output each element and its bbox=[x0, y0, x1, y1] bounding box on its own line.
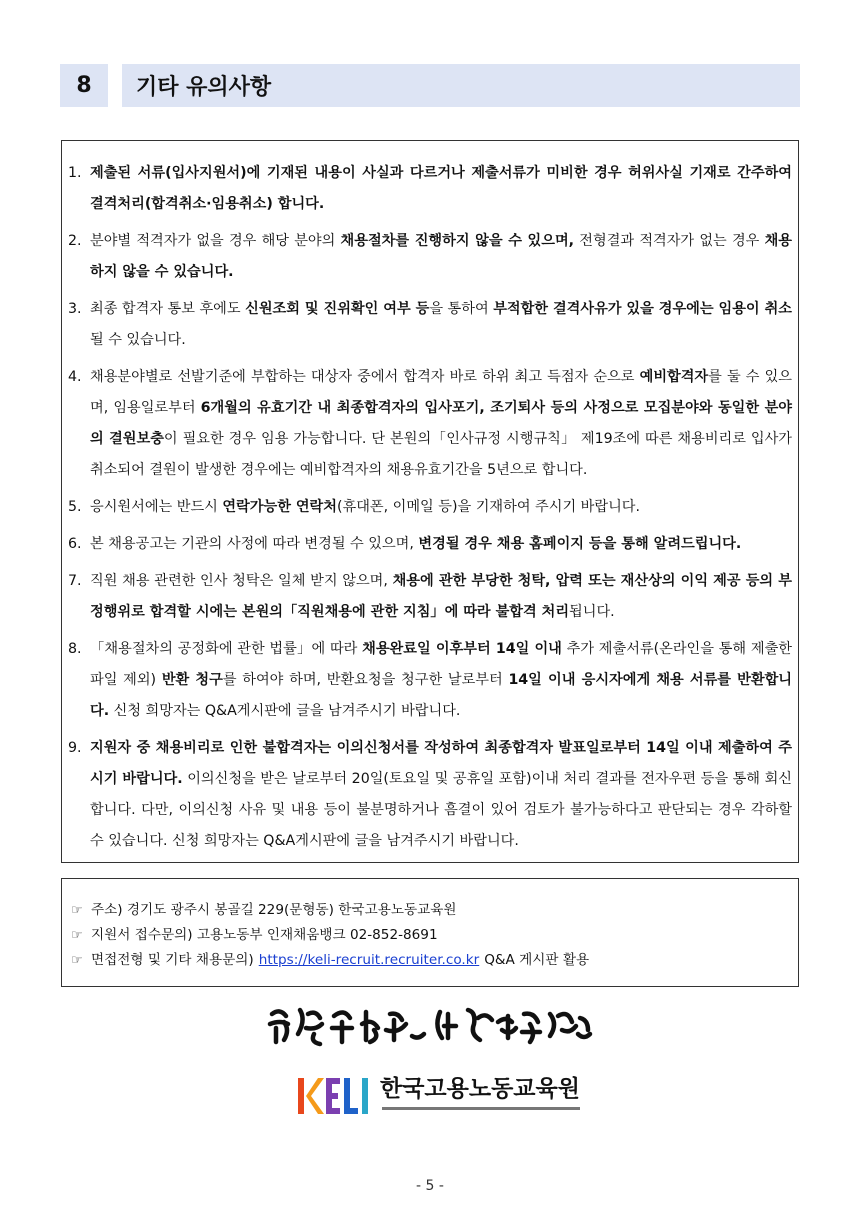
logo-subtitle-line bbox=[382, 1106, 580, 1111]
notice-item bbox=[68, 158, 792, 220]
pointing-hand-icon: ☞ bbox=[71, 903, 83, 918]
page-number: - 5 - bbox=[416, 1178, 444, 1194]
notice-text: 지원자 중 채용비리로 인한 불합격자는 이의신청서를 작성하여 최종합격자 발표일로부터 14일 이내 제출하여 주시기 바랍니다. 이의신청을 받은 날로부터 20일(토요일 및 공휴일 포함)이내 처리 결과를 전자우편 등을 통해 회신합니다. 다만, 이의신청 사유 및 내용 등이 불분명하거나 흠결이 있어 검토가 불가능하다고 판단되는 경우 각하할 수 있습니다. 신청 희망자는 Q&A게시판에 글을 남겨주시기 바랍니다. bbox=[90, 740, 793, 849]
calligraphy-slogan bbox=[262, 1000, 597, 1048]
notice-number: 5. bbox=[68, 499, 82, 515]
notice-text: 응시원서에는 반드시 연락가능한 연락처(휴대폰, 이메일 등)을 기재하여 주시기 바랍니다. bbox=[90, 499, 641, 515]
section-number: 8 bbox=[60, 64, 108, 107]
notice-number: 6. bbox=[68, 536, 82, 552]
notice-number: 2. bbox=[68, 233, 82, 249]
address-text: 주소) 경기도 광주시 봉골길 229(문형동) 한국고용노동교육원 bbox=[91, 902, 457, 918]
notice-item bbox=[68, 634, 792, 727]
notice-item bbox=[68, 529, 792, 560]
notice-number: 7. bbox=[68, 573, 82, 589]
contact-application bbox=[71, 923, 798, 948]
notice-text: 「채용절차의 공정화에 관한 법률」에 따라 채용완료일 이후부터 14일 이내 추가 제출서류(온라인을 통해 제출한 파일 제외) 반환 청구를 하여야 하며, 반환요청을 청구한 날로부터 14일 이내 응시자에게 채용 서류를 반환합니다. 신청 희망자는 Q&A게시판에 글을 남겨주시기 바랍니다. bbox=[90, 641, 792, 719]
notice-item bbox=[68, 566, 792, 628]
notice-item bbox=[68, 733, 792, 857]
keli-logo-mark bbox=[296, 1074, 374, 1118]
application-text: 지원서 접수문의) 고용노동부 인재채움뱅크 02-852-8691 bbox=[91, 927, 438, 943]
contact-interview bbox=[71, 948, 798, 973]
interview-prefix: 면접전형 및 기타 채용문의) bbox=[91, 952, 254, 968]
pointing-hand-icon: ☞ bbox=[71, 953, 83, 968]
notice-item bbox=[68, 294, 792, 356]
notice-text: 분야별 적격자가 없을 경우 해당 분야의 채용절차를 진행하지 않을 수 있으며, 전형결과 적격자가 없는 경우 채용하지 않을 수 있습니다. bbox=[90, 233, 793, 280]
notice-number: 4. bbox=[68, 369, 82, 385]
pointing-hand-icon: ☞ bbox=[71, 928, 83, 943]
contact-address bbox=[71, 898, 798, 923]
section-title: 기타 유의사항 bbox=[122, 64, 800, 107]
notice-text: 본 채용공고는 기관의 사정에 따라 변경될 수 있으며, 변경될 경우 채용 홈페이지 등을 통해 알려드립니다. bbox=[90, 536, 742, 552]
notice-item bbox=[68, 226, 792, 288]
organization-name: 한국고용노동교육원 bbox=[380, 1076, 580, 1102]
notice-text: 채용분야별로 선발기준에 부합하는 대상자 중에서 합격자 바로 하위 최고 득점자 순으로 예비합격자를 둘 수 있으며, 임용일로부터 6개월의 유효기간 내 최종합격자의 입사포기, 조기퇴사 등의 사정으로 모집분야와 동일한 분야의 결원보충이 필요한 경우 임용 가능합니다. 단 본원의「인사규정 시행규칙」 제19조에 따른 채용비리로 입사가 취소되어 결원이 발생한 경우에는 예비합격자의 채용유효기간을 5년으로 합니다. bbox=[90, 369, 793, 478]
organization-logo bbox=[296, 1074, 586, 1118]
notice-box bbox=[61, 140, 799, 863]
notice-text: 제출된 서류(입사지원서)에 기재된 내용이 사실과 다르거나 제출서류가 미비한 경우 허위사실 기재로 간주하여 결격처리(합격취소·임용취소) 합니다. bbox=[90, 165, 792, 212]
interview-suffix: Q&A 게시판 활용 bbox=[484, 952, 590, 968]
notice-number: 1. bbox=[68, 165, 82, 181]
notice-number: 9. bbox=[68, 740, 82, 756]
section-header bbox=[60, 64, 800, 107]
notice-text: 최종 합격자 통보 후에도 신원조회 및 진위확인 여부 등을 통하여 부적합한 결격사유가 있을 경우에는 임용이 취소될 수 있습니다. bbox=[90, 301, 792, 348]
notice-text: 직원 채용 관련한 인사 청탁은 일체 받지 않으며, 채용에 관한 부당한 청탁, 압력 또는 재산상의 이익 제공 등의 부정행위로 합격할 시에는 본원의「직원채용에 관한 지침」에 따라 불합격 처리됩니다. bbox=[90, 573, 792, 620]
notice-item bbox=[68, 362, 792, 486]
contact-box bbox=[61, 878, 799, 987]
notice-number: 3. bbox=[68, 301, 82, 317]
notice-number: 8. bbox=[68, 641, 82, 657]
notice-list bbox=[68, 158, 792, 863]
notice-item bbox=[68, 492, 792, 523]
recruit-site-link[interactable]: https://keli-recruit.recruiter.co.kr bbox=[258, 952, 480, 968]
